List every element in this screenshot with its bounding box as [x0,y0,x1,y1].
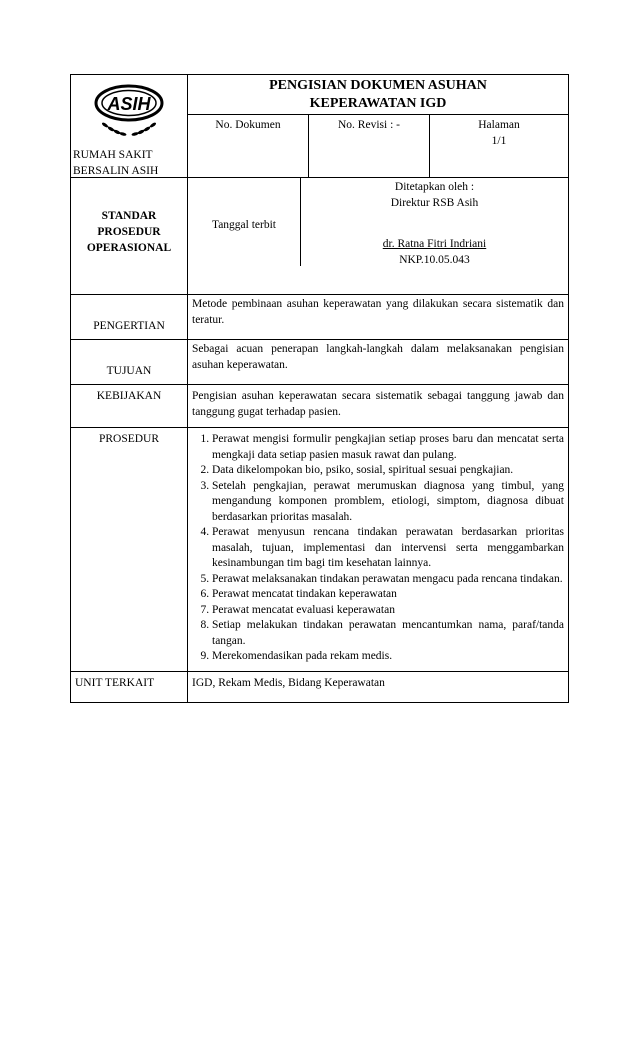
organization-name [73,148,158,179]
title-cell [188,75,569,178]
halaman-block [429,115,568,177]
tanggal-terbit-label: Tanggal terbit [188,178,301,266]
document-meta-row [188,114,568,177]
title-line1: PENGISIAN DOKUMEN ASUHAN [269,78,487,93]
ditetapkan-oleh: Ditetapkan oleh : [394,181,475,193]
kebijakan-label: KEBIJAKAN [71,385,188,428]
approval-block [301,178,568,266]
pengertian-label: PENGERTIAN [71,295,188,340]
prosedur-step: 1. Perawat mengisi formulir pengkajian setiap proses baru dan mencatat serta mengkaji data setiap pasien masuk rawat dan pulang. [212,432,564,463]
signer-nkp: NKP.10.05.043 [399,253,470,266]
no-dokumen-label: No. Dokumen [215,119,281,131]
prosedur-step: 5. Perawat melaksanakan tindakan perawatan mengacu pada rencana tindakan. [212,572,564,588]
kebijakan-text: Pengisian asuhan keperawatan secara sistematik sebagai tanggung jawab dan tanggung gugat terhadap pasien. [188,385,569,428]
signature-block [305,237,564,268]
asih-logo-icon [83,81,175,143]
organization-line1: RUMAH SAKIT [73,149,153,161]
unit-terkait-label: UNIT TERKAIT [71,671,188,702]
sop-document-table [70,74,569,703]
sop-label-cell [71,178,188,295]
prosedur-step: 3. Setelah pengkajian, perawat merumuskan diagnosa yang timbul, yang mengandung komponen promblem, etiologi, simptom, diagnosa dibuat berdasarkan prioritas masalah. [212,479,564,526]
halaman-value: 1/1 [491,134,507,147]
prosedur-steps [192,432,564,665]
prosedur-step: 7. Perawat mencatat evaluasi keperawatan [212,603,564,619]
prosedur-step: 4. Perawat menyusun rencana tindakan perawatan berdasarkan prioritas masalah, tujuan, implementasi dan intervensi serta menggambarkan kesinambungan tim bagi tim kesehatan lainnya. [212,525,564,572]
sop-label-line3: OPERASIONAL [86,242,172,255]
sop-label-line2: PROSEDUR [97,226,161,239]
prosedur-step: 2. Data dikelompokan bio, psiko, sosial, spiritual sesuai pengkajian. [212,463,564,479]
unit-terkait-text: IGD, Rekam Medis, Bidang Keperawatan [188,671,569,702]
signer-name: dr. Ratna Fitri Indriani [382,238,487,251]
title-line2: KEPERAWATAN IGD [309,95,447,111]
sop-info-cell [188,178,569,295]
direktur-title: Direktur RSB Asih [390,196,479,209]
logo-text: ASIH [107,94,151,114]
pengertian-text: Metode pembinaan asuhan keperawatan yang dilakukan secara sistematik dan teratur. [188,295,569,340]
tujuan-label: TUJUAN [71,340,188,385]
tujuan-text: Sebagai acuan penerapan langkah-langkah dalam melaksanakan pengisian asuhan keperawatan. [188,340,569,385]
sop-label-line1: STANDAR [101,210,157,222]
logo-cell [71,75,188,178]
prosedur-step: 6. Perawat mencatat tindakan keperawatan [212,587,564,603]
prosedur-cell [188,428,569,672]
prosedur-step: 8. Setiap melakukan tindakan perawatan mencantumkan nama, paraf/tanda tangan. [212,618,564,649]
organization-line2: BERSALIN ASIH [73,164,159,177]
halaman-label: Halaman [478,119,520,131]
document-title [188,75,568,112]
prosedur-step: 9. Merekomendasikan pada rekam medis. [212,649,564,665]
no-revisi-label: No. Revisi : - [308,115,429,177]
prosedur-label: PROSEDUR [71,428,188,672]
